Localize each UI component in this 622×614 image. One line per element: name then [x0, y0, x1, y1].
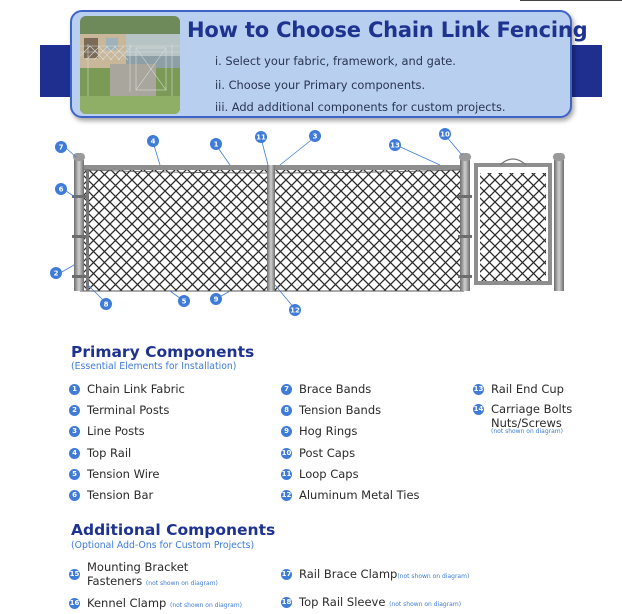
gate-post-right	[554, 159, 564, 291]
svg-text:13: 13	[390, 141, 400, 150]
svg-text:3: 3	[312, 132, 318, 141]
svg-text:4: 4	[150, 137, 156, 146]
callout-12	[289, 304, 301, 316]
primary-subtitle: (Essential Elements for Installation)	[71, 361, 237, 372]
fence-photo	[80, 16, 180, 114]
callout-11	[255, 131, 267, 143]
additional-item-17-label: Rail Brace Clamp(not shown on diagram)	[299, 567, 470, 581]
callout-9	[210, 293, 222, 305]
additional-subtitle: (Optional Add-Ons for Custom Projects)	[71, 540, 255, 551]
terminal-post-middle	[460, 159, 470, 291]
fence-photo-illustration	[80, 16, 180, 114]
svg-text:1: 1	[213, 140, 219, 149]
callout-6	[55, 183, 67, 195]
svg-text:11: 11	[256, 133, 266, 142]
callout-4	[147, 135, 159, 147]
callout-1	[210, 138, 222, 150]
callout-3	[309, 130, 321, 142]
step-1: i. Select your fabric, framework, and gate.	[215, 54, 456, 68]
svg-text:10: 10	[440, 130, 450, 139]
primary-item-14-line2: Nuts/Screws	[491, 416, 562, 430]
additional-title: Additional Components	[71, 521, 276, 539]
additional-item-18-label: Top Rail Sleeve (not shown on diagram)	[299, 595, 462, 609]
callout-13	[389, 139, 401, 151]
line-post	[267, 165, 275, 291]
header-card	[70, 10, 588, 118]
callout-2	[50, 267, 62, 279]
top-divider-line	[520, 0, 622, 1]
primary-title: Primary Components	[71, 343, 255, 361]
additional-item-15-line2: Fasteners (not shown on diagram)	[87, 574, 218, 588]
callout-5	[178, 295, 190, 307]
svg-text:8: 8	[103, 300, 109, 309]
step-3: iii. Add additional components for custom projects.	[215, 100, 506, 114]
additional-item-16-label: Kennel Clamp (not shown on diagram)	[87, 596, 242, 610]
svg-text:7: 7	[58, 143, 64, 152]
fence-diagram	[0, 125, 622, 325]
callout-8	[100, 298, 112, 310]
primary-item-14-note: (not shown on diagram)	[491, 428, 563, 435]
svg-text:9: 9	[213, 295, 219, 304]
callout-7	[55, 141, 67, 153]
step-2: ii. Choose your Primary components.	[215, 78, 426, 92]
svg-text:12: 12	[290, 306, 300, 315]
svg-text:6: 6	[58, 185, 64, 194]
svg-text:5: 5	[181, 297, 187, 306]
terminal-post-left	[74, 159, 84, 291]
svg-text:2: 2	[53, 269, 59, 278]
gate-fabric	[480, 173, 546, 281]
callout-10	[439, 128, 451, 140]
page-title: How to Choose Chain Link Fencing	[187, 18, 588, 42]
additional-item-15-label: Mounting Bracket	[87, 560, 189, 574]
